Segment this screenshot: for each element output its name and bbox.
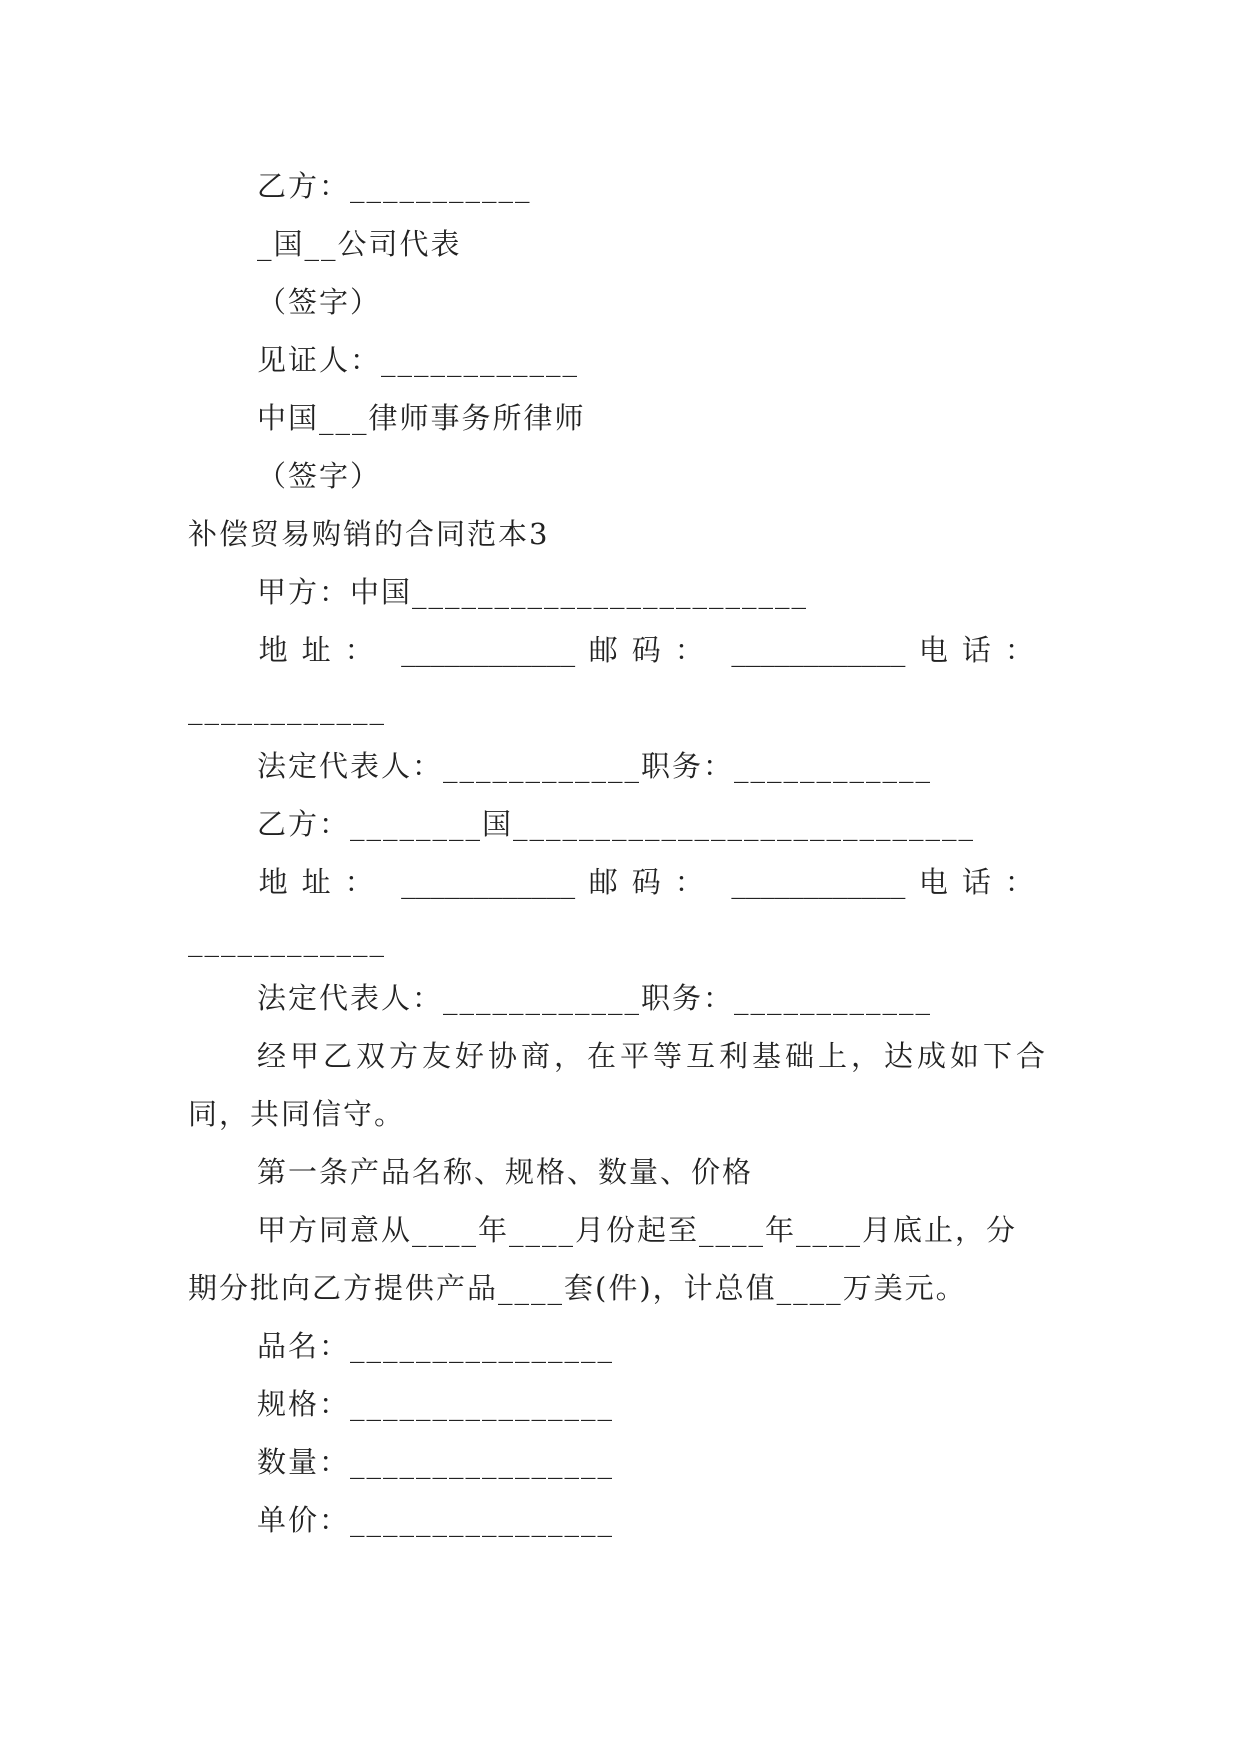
witness-line: 见证人：____________ <box>257 343 580 377</box>
party-b-line: 乙方：________国____________________________ <box>257 807 976 841</box>
party-a-line: 甲方：中国________________________ <box>257 575 809 609</box>
spec-line: 规格：________________ <box>257 1387 615 1421</box>
unit-price-line: 单价：________________ <box>257 1503 615 1537</box>
party-b-line: 乙方：___________ <box>257 169 532 203</box>
address-blank: ____________ <box>401 865 576 899</box>
quantity-line: 数量：________________ <box>257 1445 615 1479</box>
phone-blank: ____________ <box>188 691 386 725</box>
article-one-title: 第一条产品名称、规格、数量、价格 <box>257 1155 754 1189</box>
party-a-address-line <box>188 634 1048 666</box>
address-label: 地址： <box>258 633 388 667</box>
postcode-blank: ____________ <box>731 865 906 899</box>
address-label: 地址： <box>258 865 388 899</box>
agreement-paragraph-cont: 同，共同信守。 <box>188 1097 406 1131</box>
legal-rep-line: 法定代表人：____________职务：____________ <box>257 749 933 783</box>
supply-paragraph: 甲方同意从____年____月份起至____年____月底止，分 <box>257 1213 1018 1247</box>
party-b-address-line <box>188 866 1048 898</box>
phone-label: 电话： <box>918 633 1048 667</box>
signature-note: （签字） <box>257 459 382 493</box>
postcode-label: 邮码： <box>588 865 718 899</box>
postcode-label: 邮码： <box>588 633 718 667</box>
section-title: 补偿贸易购销的合同范本3 <box>188 517 550 551</box>
signature-note: （签字） <box>257 285 382 319</box>
company-representative-line: _国__公司代表 <box>257 227 462 261</box>
legal-rep-line: 法定代表人：____________职务：____________ <box>257 981 933 1015</box>
law-firm-line: 中国___律师事务所律师 <box>257 401 586 435</box>
phone-label: 电话： <box>918 865 1048 899</box>
agreement-paragraph: 经甲乙双方友好协商，在平等互利基础上，达成如下合 <box>257 1039 1050 1073</box>
address-blank: ____________ <box>401 633 576 667</box>
supply-paragraph-cont: 期分批向乙方提供产品____套(件)，计总值____万美元。 <box>188 1271 967 1305</box>
phone-blank: ____________ <box>188 923 386 957</box>
product-name-line: 品名：________________ <box>257 1329 615 1363</box>
postcode-blank: ____________ <box>731 633 906 667</box>
